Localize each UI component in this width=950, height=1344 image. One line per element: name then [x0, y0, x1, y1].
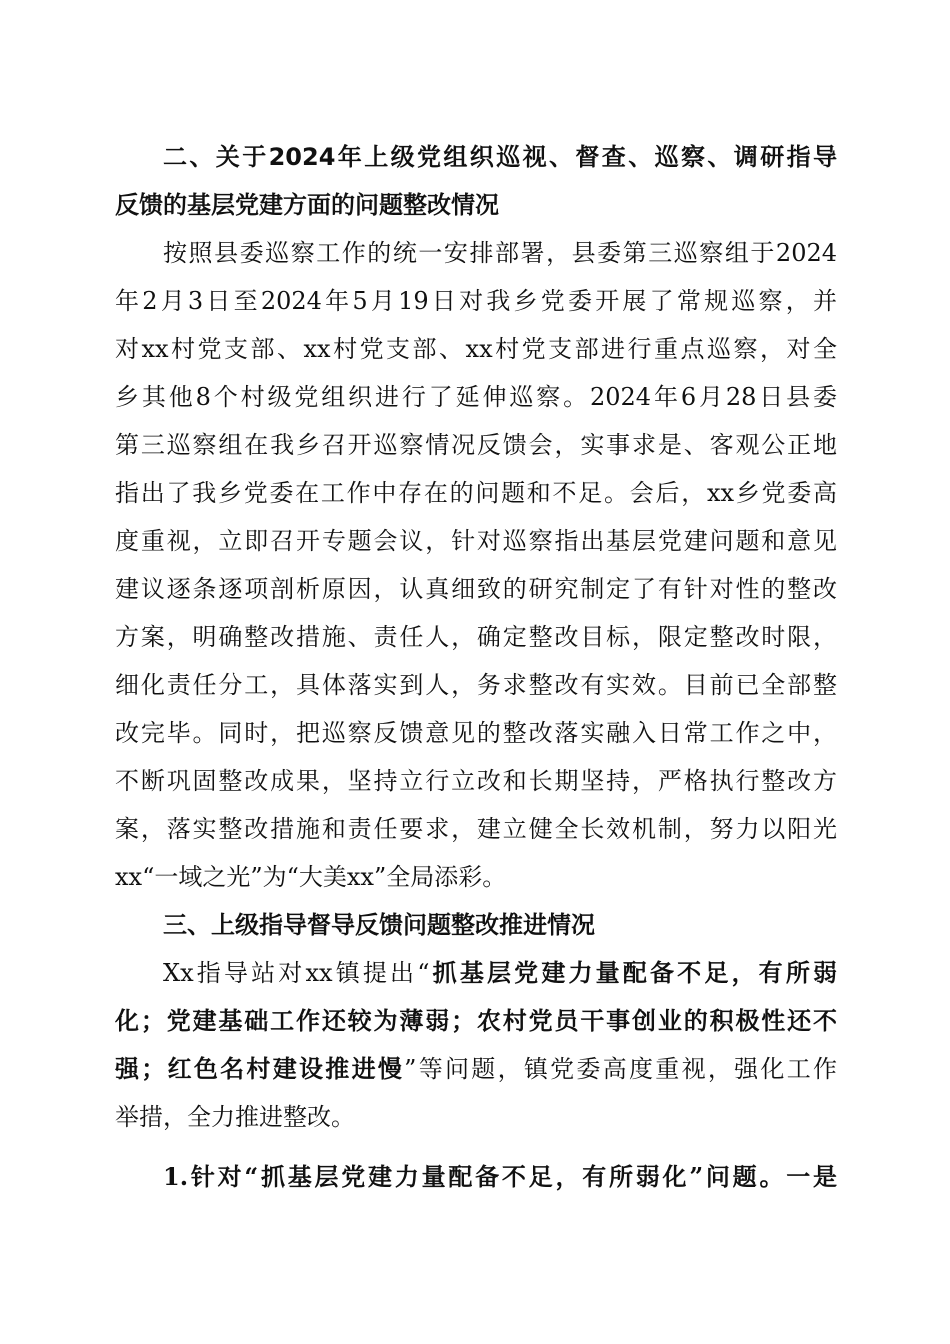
paragraph-text: ”等问题，镇党委高度重视，强化工作 [404, 1055, 837, 1083]
paragraph-line: 按照县委巡察工作的统一安排部署，县委第三巡察组于2024 [163, 239, 837, 267]
paragraph-line [115, 949, 837, 997]
paragraph-line: 第三巡察组在我乡召开巡察情况反馈会，实事求是、客观公正地 [115, 431, 837, 459]
paragraph-line: xx“一域之光”为“大美xx”全局添彩。 [115, 863, 507, 891]
section-heading-line: 反馈的基层党建方面的问题整改情况 [115, 191, 499, 219]
paragraph-line: 改完毕。同时，把巡察反馈意见的整改落实融入日常工作之中， [115, 719, 837, 747]
numbered-item-line: 1.针对“抓基层党建力量配备不足，有所弱化”问题。一是 [163, 1162, 837, 1191]
paragraph-line: 细化责任分工，具体落实到人，务求整改有实效。目前已全部整 [115, 671, 837, 699]
paragraph-line: 度重视，立即召开专题会议，针对巡察指出基层党建问题和意见 [115, 527, 837, 555]
bold-issue-text: 强；红色名村建设推进慢 [115, 1054, 405, 1083]
paragraph-line: 不断巩固整改成果，坚持立行立改和长期坚持，严格执行整改方 [115, 767, 837, 795]
bold-issue-line: 化；党建基础工作还较为薄弱；农村党员干事创业的积极性还不 [115, 1006, 837, 1035]
document-body [115, 133, 837, 1201]
paragraph-line: 年2月3日至2024年5月19日对我乡党委开展了常规巡察，并 [115, 287, 837, 315]
section-heading: 三、上级指导督导反馈问题整改推进情况 [163, 911, 595, 939]
paragraph-line: 举措，全力推进整改。 [115, 1103, 355, 1131]
paragraph-line: 方案，明确整改措施、责任人，确定整改目标，限定整改时限， [115, 623, 837, 651]
paragraph-line: 指出了我乡党委在工作中存在的问题和不足。会后，xx乡党委高 [115, 479, 837, 507]
paragraph-line: 建议逐条逐项剖析原因，认真细致的研究制定了有针对性的整改 [115, 575, 837, 603]
paragraph-spacer [115, 1141, 837, 1153]
paragraph-line: 案，落实整改措施和责任要求，建立健全长效机制，努力以阳光 [115, 815, 837, 843]
paragraph-text: Xx指导站对xx镇提出“ [163, 959, 430, 987]
section-heading-line: 二、关于2024年上级党组织巡视、督查、巡察、调研指导 [163, 143, 837, 171]
paragraph-line [115, 1045, 837, 1093]
paragraph-line: 对xx村党支部、xx村党支部、xx村党支部进行重点巡察，对全 [115, 335, 837, 363]
bold-issue-text: 抓基层党建力量配备不足，有所弱 [429, 958, 837, 987]
paragraph-line: 乡其他8个村级党组织进行了延伸巡察。2024年6月28日县委 [115, 383, 837, 411]
